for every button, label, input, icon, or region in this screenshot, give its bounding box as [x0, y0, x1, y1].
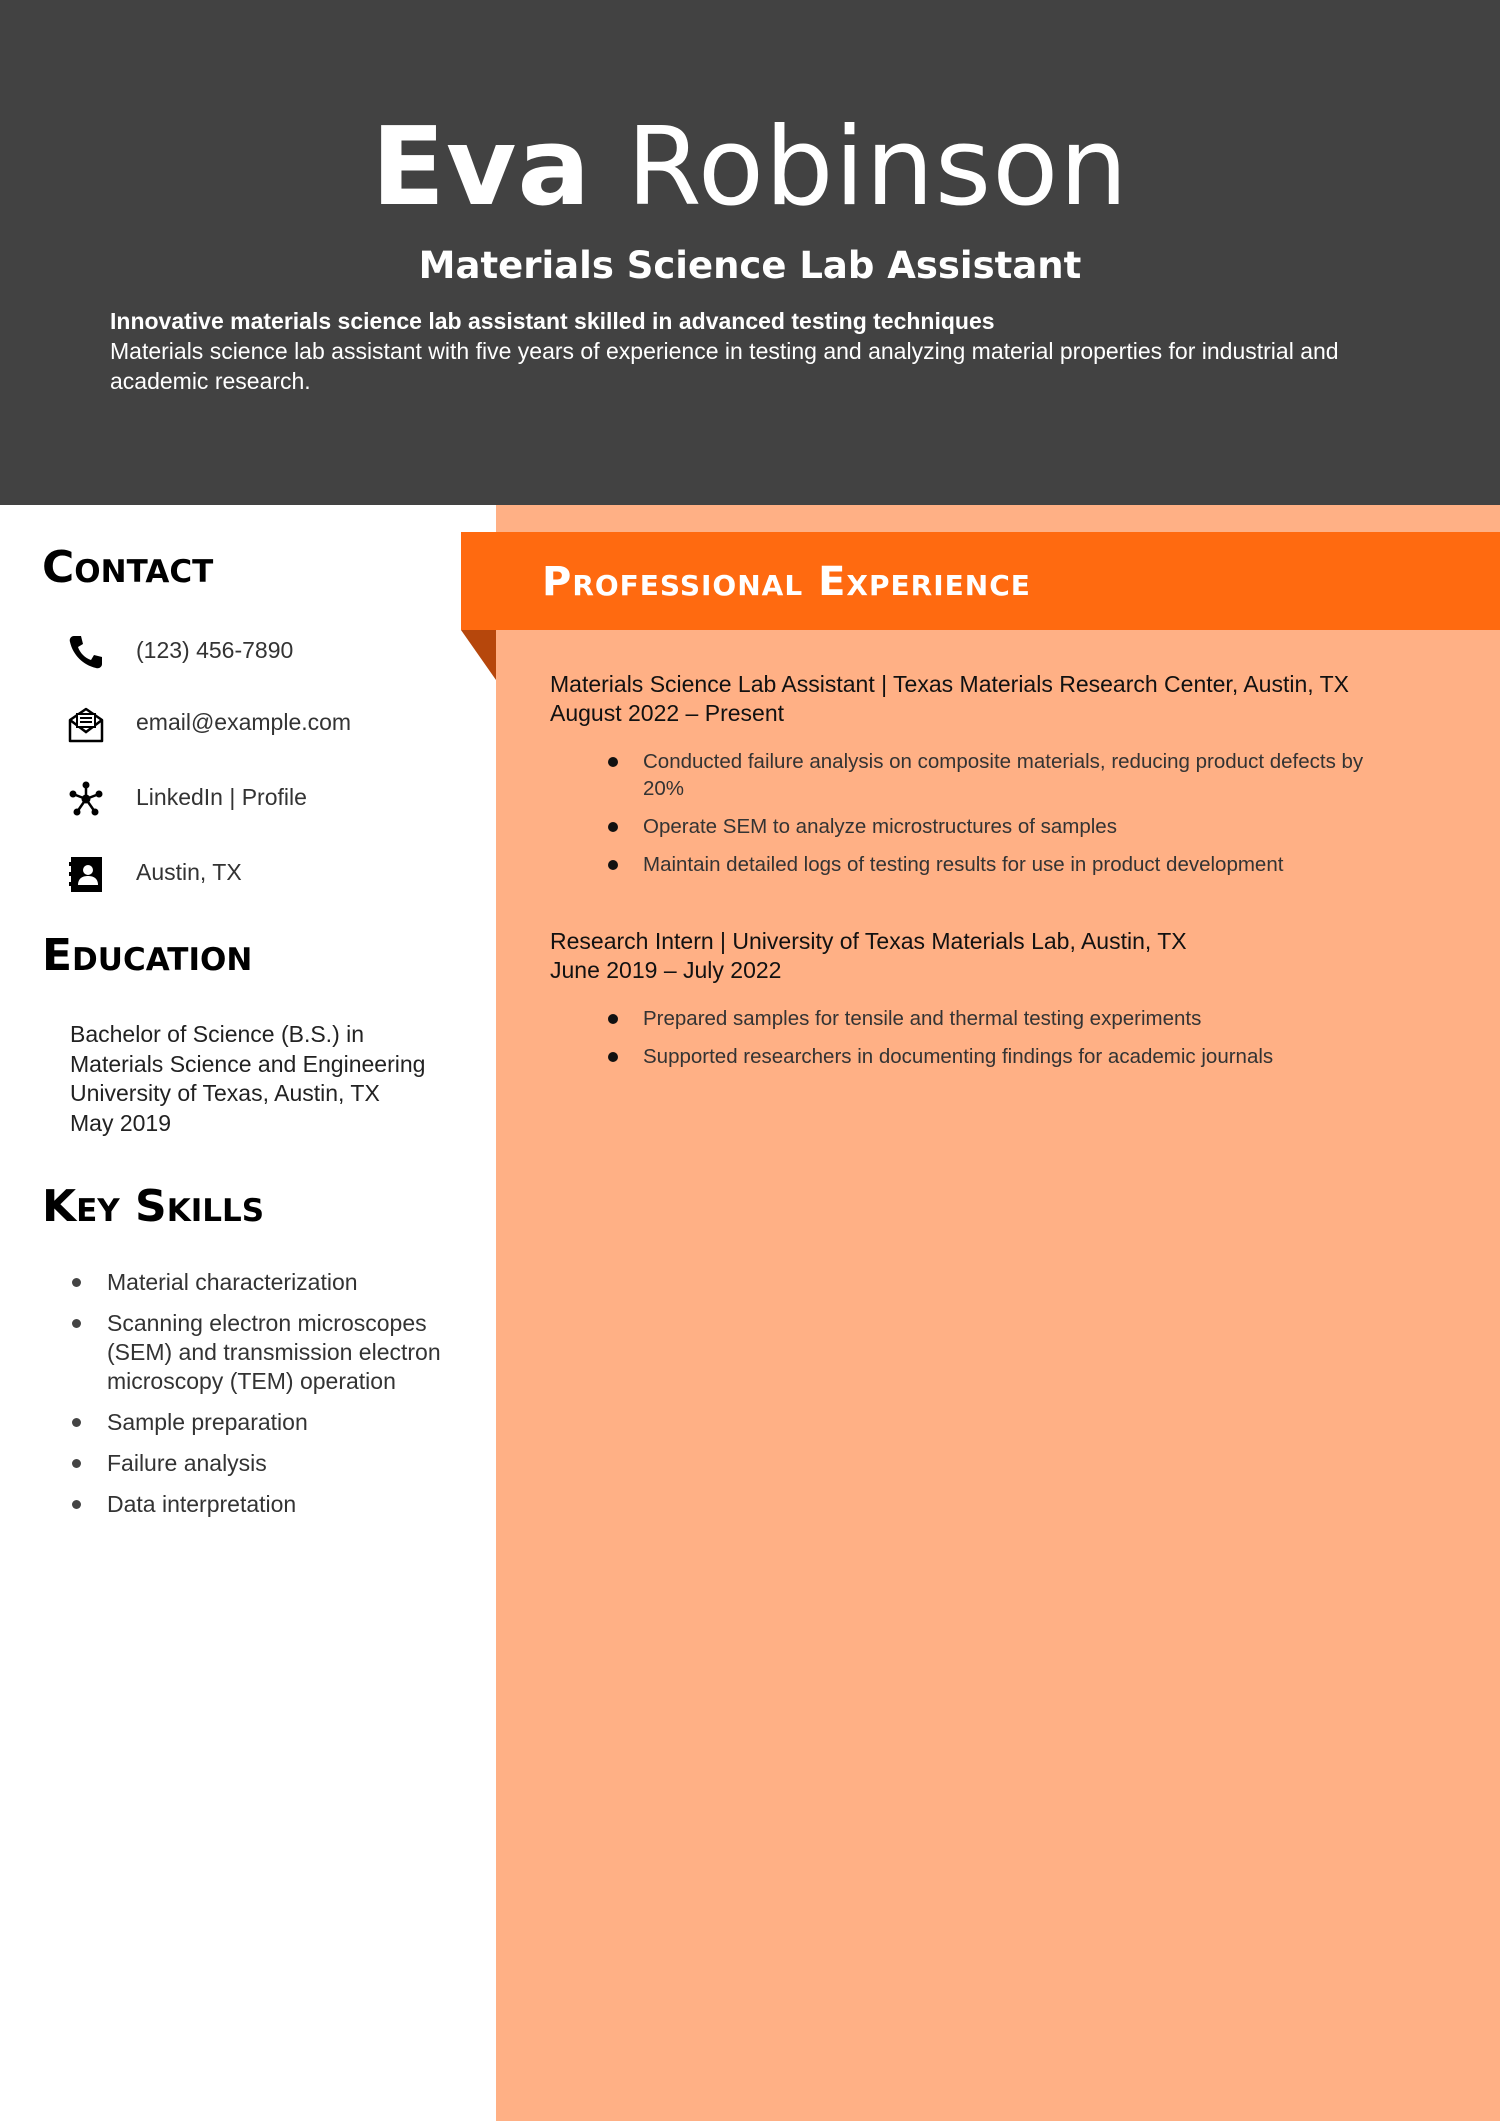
skill-item: Scanning electron microscopes (SEM) and transmission electron microscopy (TEM) operation [70, 1309, 480, 1396]
last-name: Robinson [626, 105, 1129, 230]
skill-item: Sample preparation [70, 1408, 480, 1437]
skills-title: Key Skills [42, 1181, 265, 1232]
linkedin-text: LinkedIn | Profile [136, 784, 307, 810]
contact-title: Contact [42, 542, 214, 593]
bullet-dot [72, 1459, 81, 1468]
first-name: Eva [371, 105, 592, 230]
degree-line: Bachelor of Science (B.S.) in [70, 1021, 365, 1047]
bullet-dot [72, 1278, 81, 1287]
skill-item: Material characterization [70, 1268, 480, 1297]
education-title: Education [42, 930, 253, 981]
phone-text: (123) 456-7890 [136, 637, 294, 663]
email-text: email@example.com [136, 709, 352, 735]
candidate-name [0, 105, 1500, 230]
network-icon [66, 779, 106, 819]
skills-list [70, 1268, 480, 1531]
bullet-dot [608, 1052, 618, 1062]
envelope-icon [66, 704, 106, 744]
graduation-date: May 2019 [70, 1109, 172, 1136]
skill-item: Failure analysis [70, 1449, 480, 1478]
skill-item: Data interpretation [70, 1490, 480, 1519]
bullet-dot [608, 860, 618, 870]
contact-linkedin[interactable] [66, 775, 466, 819]
bullet-dot [72, 1500, 81, 1509]
summary-body: Materials science lab assistant with five years of experience in testing and analyzing material properties for industrial and academic research. [110, 338, 1339, 394]
bullet-dot [608, 822, 618, 832]
job-bullet: Supported researchers in documenting findings for academic journals [550, 1043, 1450, 1070]
job-dates: August 2022 – Present [550, 700, 784, 726]
bullet-dot [608, 1014, 618, 1024]
bullet-dot [72, 1319, 81, 1328]
header-banner [0, 0, 1500, 505]
phone-icon [66, 632, 106, 672]
experience-title: Professional Experience [542, 559, 1031, 605]
job-bullets [550, 1005, 1450, 1070]
contact-phone[interactable] [66, 628, 466, 672]
job-dates: June 2019 – July 2022 [550, 957, 782, 983]
degree-field: Materials Science and Engineering [70, 1050, 426, 1077]
summary-headline: Innovative materials science lab assistant skilled in advanced testing techniques [110, 308, 995, 334]
contact-location [66, 850, 466, 894]
contact-card-icon [66, 854, 106, 894]
bullet-dot [72, 1418, 81, 1427]
job-role: Materials Science Lab Assistant | Texas Materials Research Center, Austin, TX [550, 671, 1350, 697]
job-bullet: Prepared samples for tensile and thermal testing experiments [550, 1005, 1450, 1032]
job-entry [550, 670, 1450, 889]
bullet-dot [608, 757, 618, 767]
banner-fold [461, 630, 496, 680]
summary [110, 306, 1400, 396]
education-entry [70, 1020, 490, 1138]
location-text: Austin, TX [136, 859, 242, 885]
job-role: Research Intern | University of Texas Materials Lab, Austin, TX [550, 928, 1187, 954]
job-bullet: Maintain detailed logs of testing results for use in product development [550, 851, 1450, 878]
job-bullet: Operate SEM to analyze microstructures of samples [550, 813, 1450, 840]
job-bullets [550, 748, 1450, 878]
contact-email[interactable] [66, 700, 466, 744]
job-entry [550, 927, 1450, 1081]
job-bullet: Conducted failure analysis on composite materials, reducing product defects by 20% [550, 748, 1403, 802]
job-title: Materials Science Lab Assistant [418, 244, 1082, 287]
school-name: University of Texas, Austin, TX [70, 1080, 380, 1106]
